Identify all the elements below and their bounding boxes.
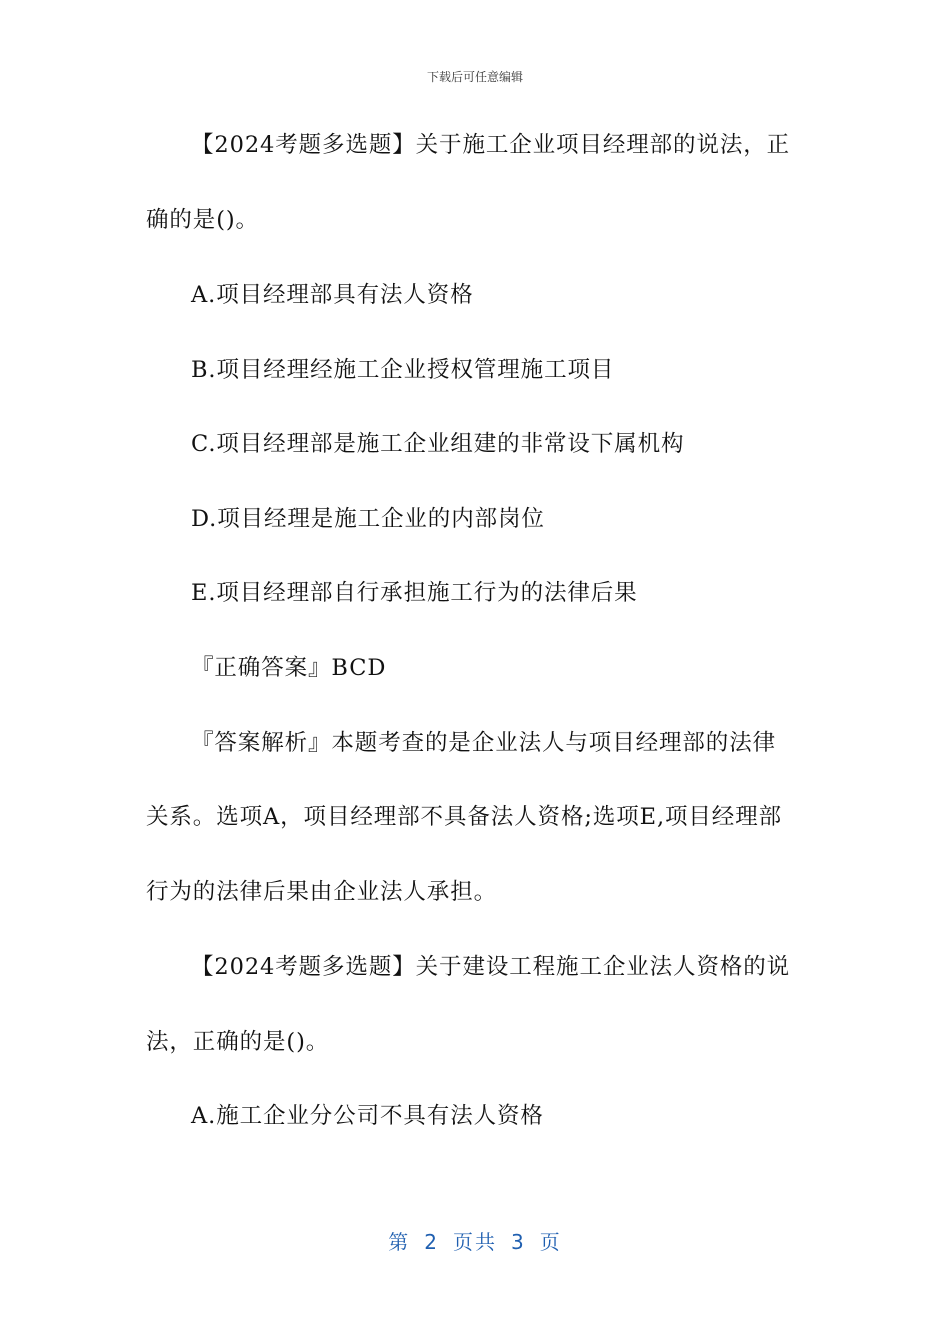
question1-option-a: A.项目经理部具有法人资格 xyxy=(191,282,474,308)
footer-mid: 页共 xyxy=(453,1230,497,1254)
page-footer xyxy=(0,1226,950,1255)
question1-option-b: B.项目经理经施工企业授权管理施工项目 xyxy=(191,357,615,383)
question1-analysis-line3: 行为的法律后果由企业法人承担。 xyxy=(146,879,498,905)
question1-option-e: E.项目经理部自行承担施工行为的法律后果 xyxy=(191,580,638,606)
question1-option-c: C.项目经理部是施工企业组建的非常设下属机构 xyxy=(191,431,685,457)
question1-answer: 『正确答案』BCD xyxy=(191,655,387,681)
question2-option-a: A.施工企业分公司不具有法人资格 xyxy=(191,1103,544,1129)
question1-stem-line2: 确的是()。 xyxy=(146,207,259,233)
footer-current-page: 2 xyxy=(424,1230,439,1254)
question2-stem-line1: 【2024考题多选题】关于建设工程施工企业法人资格的说 xyxy=(191,954,791,980)
question1-analysis-line2: 关系。选项A，项目经理部不具备法人资格;选项E,项目经理部 xyxy=(146,804,783,830)
question2-stem-line2: 法，正确的是()。 xyxy=(146,1029,330,1055)
page-header-note: 下载后可任意编辑 xyxy=(426,70,523,84)
question1-stem-line1: 【2024考题多选题】关于施工企业项目经理部的说法，正 xyxy=(191,132,791,158)
footer-suffix: 页 xyxy=(539,1230,562,1254)
footer-total-pages: 3 xyxy=(511,1230,526,1254)
question1-option-d: D.项目经理是施工企业的内部岗位 xyxy=(191,506,545,532)
footer-prefix: 第 xyxy=(388,1230,411,1254)
question1-analysis-line1: 『答案解析』本题考查的是企业法人与项目经理部的法律 xyxy=(191,730,777,756)
